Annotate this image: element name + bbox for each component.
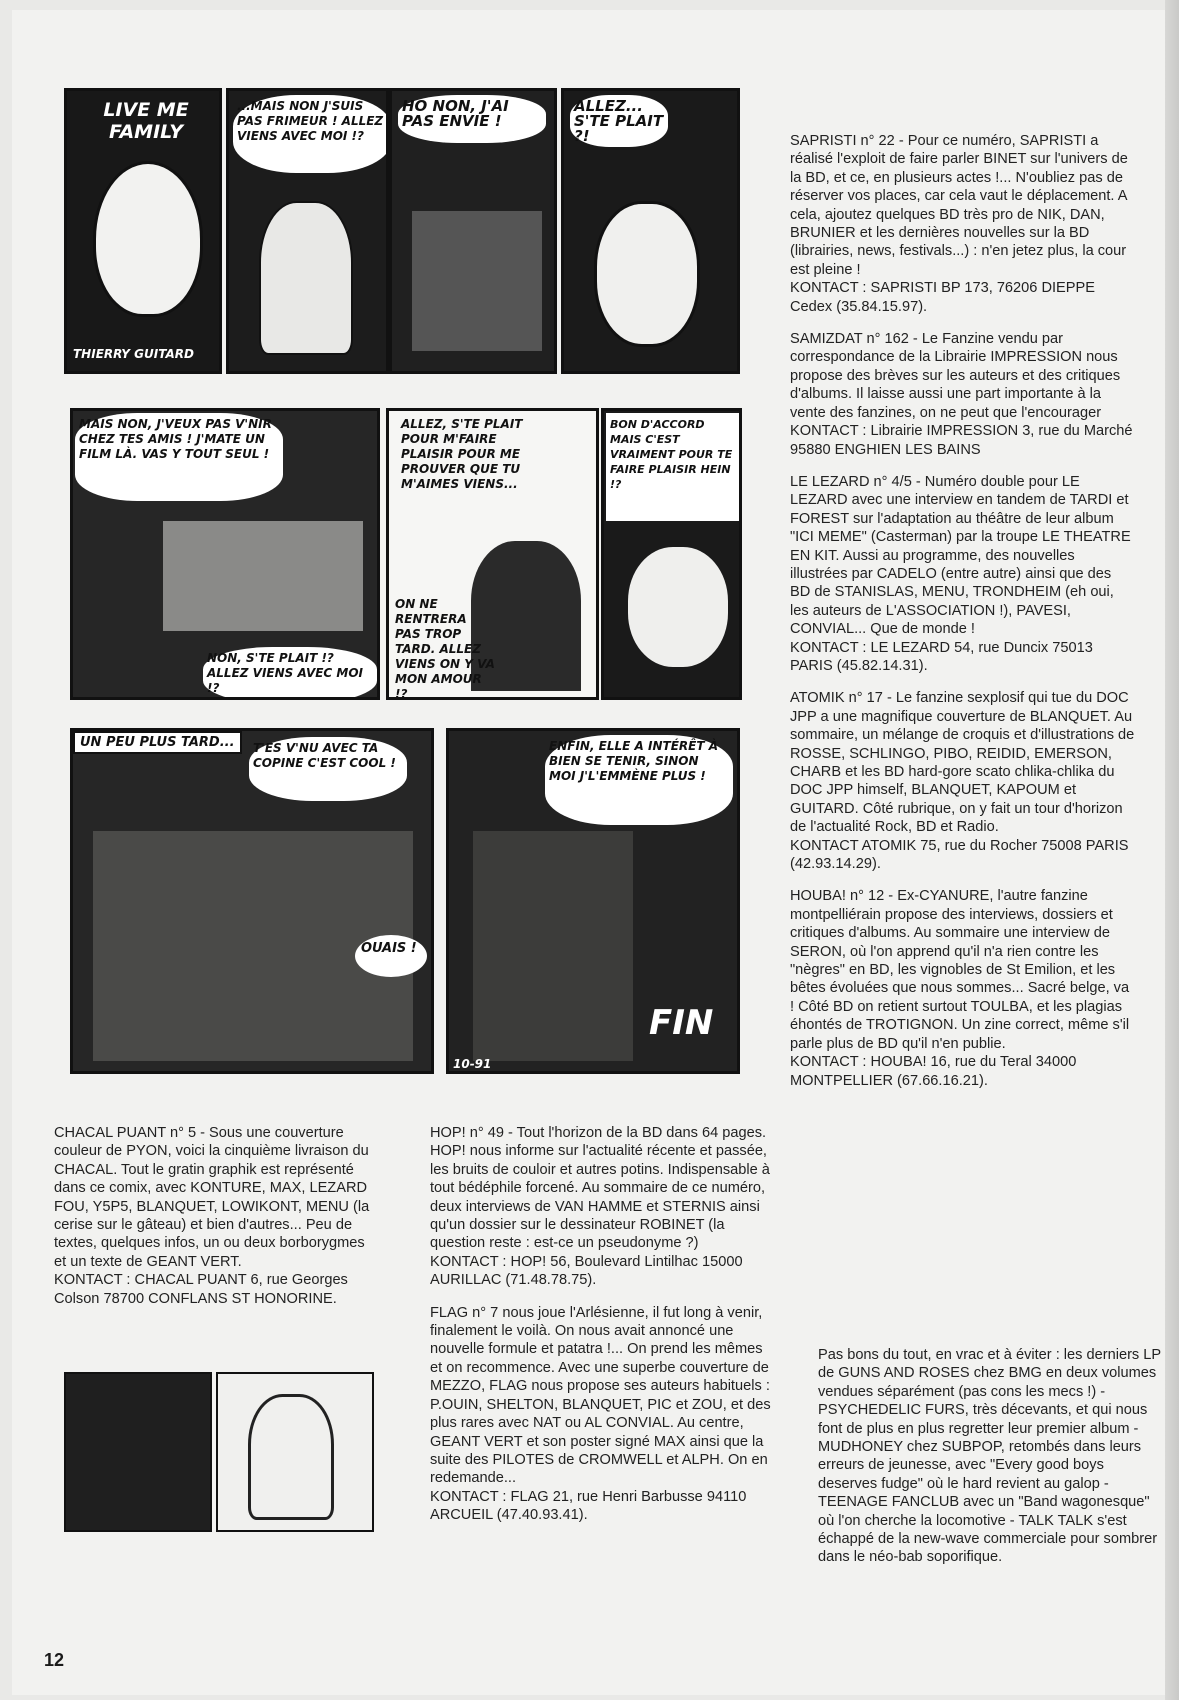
comic-panel-8 [70,728,434,1074]
review-chacal-puant: CHACAL PUANT n° 5 - Sous une couverture couleur de PYON, voici la cinquième livraison du CHACAL. Tout le gratin graphik est représenté dans ce comix, avec KONTURE, MAX, LEZARD FOU, Y5P5, BLANQUET, LOWIKONT, MENU (la cerise sur le gâteau) et bien d'autres... Peu de textes, quelques infos, un ou deux borborygmes et un texte de GEANT VERT. KONTACT : CHACAL PUANT 6, rue Georges Colson 78700 CONFLANS ST HONORINE. [54,1125,370,1307]
comic-panel-3 [389,88,557,374]
comic-thumbnail-1 [64,1372,212,1532]
woman-face-drawing [628,547,728,667]
speech-bubble: ALLEZ... S'TE PLAIT ?! [570,95,668,147]
living-room-drawing [163,521,363,631]
review-le-lezard: LE LEZARD n° 4/5 - Numéro double pour LE LEZARD avec une interview en tandem de TARDI et FOREST sur l'adaptation au théâtre de leur album "ICI MEME" (Casterman) par la troupe LE THEATRE EN KIT. Aussi au programme, des nouvelles illustrées par CADELO (entre autre) ainsi que des BD de STANISLAS, MENU, TRONDHEIM (eh oui, les auteurs de L'ASSOCIATION !), PAVESI, CONVIAL... Que de monde ! KONTACT : LE LEZARD 54, rue Duncix 75013 PARIS (45.82.14.31). [790,473,1131,674]
speech-bubble: HO NON, J'AI PAS ENVIE ! [398,95,546,143]
speech-bubble: ...MAIS NON J'SUIS PAS FRIMEUR ! ALLEZ VIENS AVEC MOI !? [233,95,389,173]
music-reviews: Pas bons du tout, en vrac et à éviter : les derniers LP de GUNS AND ROSES chez BMG en deux volumes vendues séparément (pas cons les mecs !) - PSYCHEDELIC FURS, très décevants, et qui nous font de plus en plus regretter leur premier album - MUDHONEY chez SUBPOP, retombés dans leurs erreurs de jeunesse, avec "Every good boys deserves fudge" où le hard revient au galop - TEENAGE FANCLUB avec un "Band wagonesque" où l'on cherche la locomotive - TALK TALK s'est échappé de la new-wave commerciale pour sombrer dans le néo-bab soporifique. [818,1347,1161,1566]
review-column-right [790,132,1135,1104]
comic-panel-1 [64,88,222,374]
review-atomik: ATOMIK n° 17 - Le fanzine sexplosif qui tue du DOC JPP a une magnifique couverture de BLANQUET. Au sommaire, un mélange de croquis et d'illustrations de ROSSE, SCHLINGO, PIBO, REIDID, EMERSON, CHARB et les BD hard-gore scato chlika-chlika du DOC JPP himself, BLANQUET, KAPOUM et GUITARD. Côté rubrique, on y fait un tour d'horizon de l'actualité Rock, BD et Radio. KONTACT ATOMIK 75, rue du Rocher 75008 PARIS (42.93.14.29). [790,690,1135,873]
room-drawing [412,211,542,351]
fin-lettering: FIN [649,1003,714,1043]
comic-panel-6 [386,408,599,700]
speech-bubble: BON D'ACCORD MAIS C'EST VRAIMENT POUR TE FAIRE PLAISIR HEIN !? [606,413,740,521]
comic-panel-5 [70,408,380,700]
comic-panel-2 [226,88,389,374]
comic-panel-9 [446,728,740,1074]
speech-bubble: T'ES V'NU AVEC TA COPINE C'EST COOL ! [249,737,407,801]
speech-bubble: NON, S'TE PLAIT !? ALLEZ VIENS AVEC MOI !? [203,647,377,700]
speech-bubble: ALLEZ, S'TE PLAIT POUR M'FAIRE PLAISIR POUR ME PROUVER QUE TU M'AIMES VIENS... [401,417,523,491]
comic-date: 10-91 [453,1057,492,1071]
review-column-middle [430,1124,775,1539]
man-face-drawing [594,201,700,347]
review-houba: HOUBA! n° 12 - Ex-CYANURE, l'autre fanzine montpelliérain propose des interviews, dossiers et critiques d'albums. Au sommaire une interview de SERON, où l'on apprend qu'il n'a rien contre les "nègres" en BD, les vignobles de St Emilion, et les bêtes évoluées que nous sommes... Sacré belge, va ! Côté BD on retient surtout TOULBA, et les plagias éhontés de TROTIGNON. Un zine correct, même s'il parle plus de BD qu'il n'en publie. KONTACT : HOUBA! 16, rue du Teral 34000 MONTPELLIER (67.66.16.21). [790,888,1130,1089]
artist-credit: THIERRY GUITARD [73,347,194,361]
comic-panel-4 [561,88,740,374]
couple-drawing [473,831,633,1061]
review-hop: HOP! n° 49 - Tout l'horizon de la BD dans 64 pages. HOP! nous informe sur l'actualité récente et passée, les bruits de couloir et autres potins. Indispensable à tout bédéphile forcené. Au sommaire de ce numéro, deux interviews de VAN HAMME et STERNIS ainsi qu'un dossier sur le dessinateur ROBINET (la question reste : est-ce un pseudonyme ?) KONTACT : HOP! 56, Boulevard Lintilhac 15000 AURILLAC (71.48.78.75). [430,1125,770,1289]
review-sapristi: SAPRISTI n° 22 - Pour ce numéro, SAPRISTI a réalisé l'exploit de faire parler BINET sur l'univers de la BD, et ce, en plusieurs actes !... N'oubliez pas de réserver vos places, car cela vaut le déplacement. A cela, ajoutez quelques BD très pro de NIK, DAN, BRUNIER et les dernières nouvelles sur la BD (librairies, news, festivals...) : n'en jetez plus, la cour est pleine ! KONTACT : SAPRISTI BP 173, 76206 DIEPPE Cedex (35.84.15.97). [790,133,1128,315]
comic-thumbnail-2 [216,1372,374,1532]
speech-bubble: MAIS NON, J'VEUX PAS V'NIR CHEZ TES AMIS ! J'MATE UN FILM LÀ. VAS Y TOUT SEUL ! [75,413,283,501]
page-number: 12 [44,1650,65,1670]
panel-title-art: LIVE ME FAMILY [103,99,189,143]
character-sketch [248,1394,334,1520]
speech-bubble: OUAIS ! [355,935,427,977]
comic-panel-7 [601,408,742,700]
review-flag: FLAG n° 7 nous joue l'Arlésienne, il fut long à venir, finalement le voilà. On nous avait annoncé une nouvelle formule et patatra !... On prend les mêmes et on recommence. Avec une superbe couverture de MEZZO, FLAG nous propose ses auteurs habituels : P.OUIN, SHELTON, BLANQUET, PIC et ZOU, et des plus rares avec NAT ou AL CONVIAL. Au centre, GEANT VERT et son poster signé MAX ainsi que la suite des PILOTES de CROMWELL et ALPH. On en redemande... KONTACT : FLAG 21, rue Henri Barbusse 94110 ARCUEIL (47.40.93.41). [430,1304,771,1524]
character-drawing [259,201,353,355]
review-samizdat: SAMIZDAT n° 162 - Le Fanzine vendu par correspondance de la Librairie IMPRESSION nous propose des brèves sur les auteurs et des critiques d'albums. Il laisse aussi une part importante à la vente des fanzines, on ne peut que l'encourager KONTACT : Librairie IMPRESSION 3, rue du Marché 95880 ENGHIEN LES BAINS [790,331,1133,458]
speech-bubble: ON NE RENTRERA PAS TROP TARD. ALLEZ VIENS ON Y VA MON AMOUR !? [395,597,495,700]
woman-face-drawing [93,161,203,317]
speech-bubble: ENFIN, ELLE A INTÉRÊT À BIEN SE TENIR, SINON MOI J'L'EMMÈNE PLUS ! [545,735,733,825]
page-edge [1165,0,1179,1700]
panel-caption: UN PEU PLUS TARD... [73,731,242,754]
